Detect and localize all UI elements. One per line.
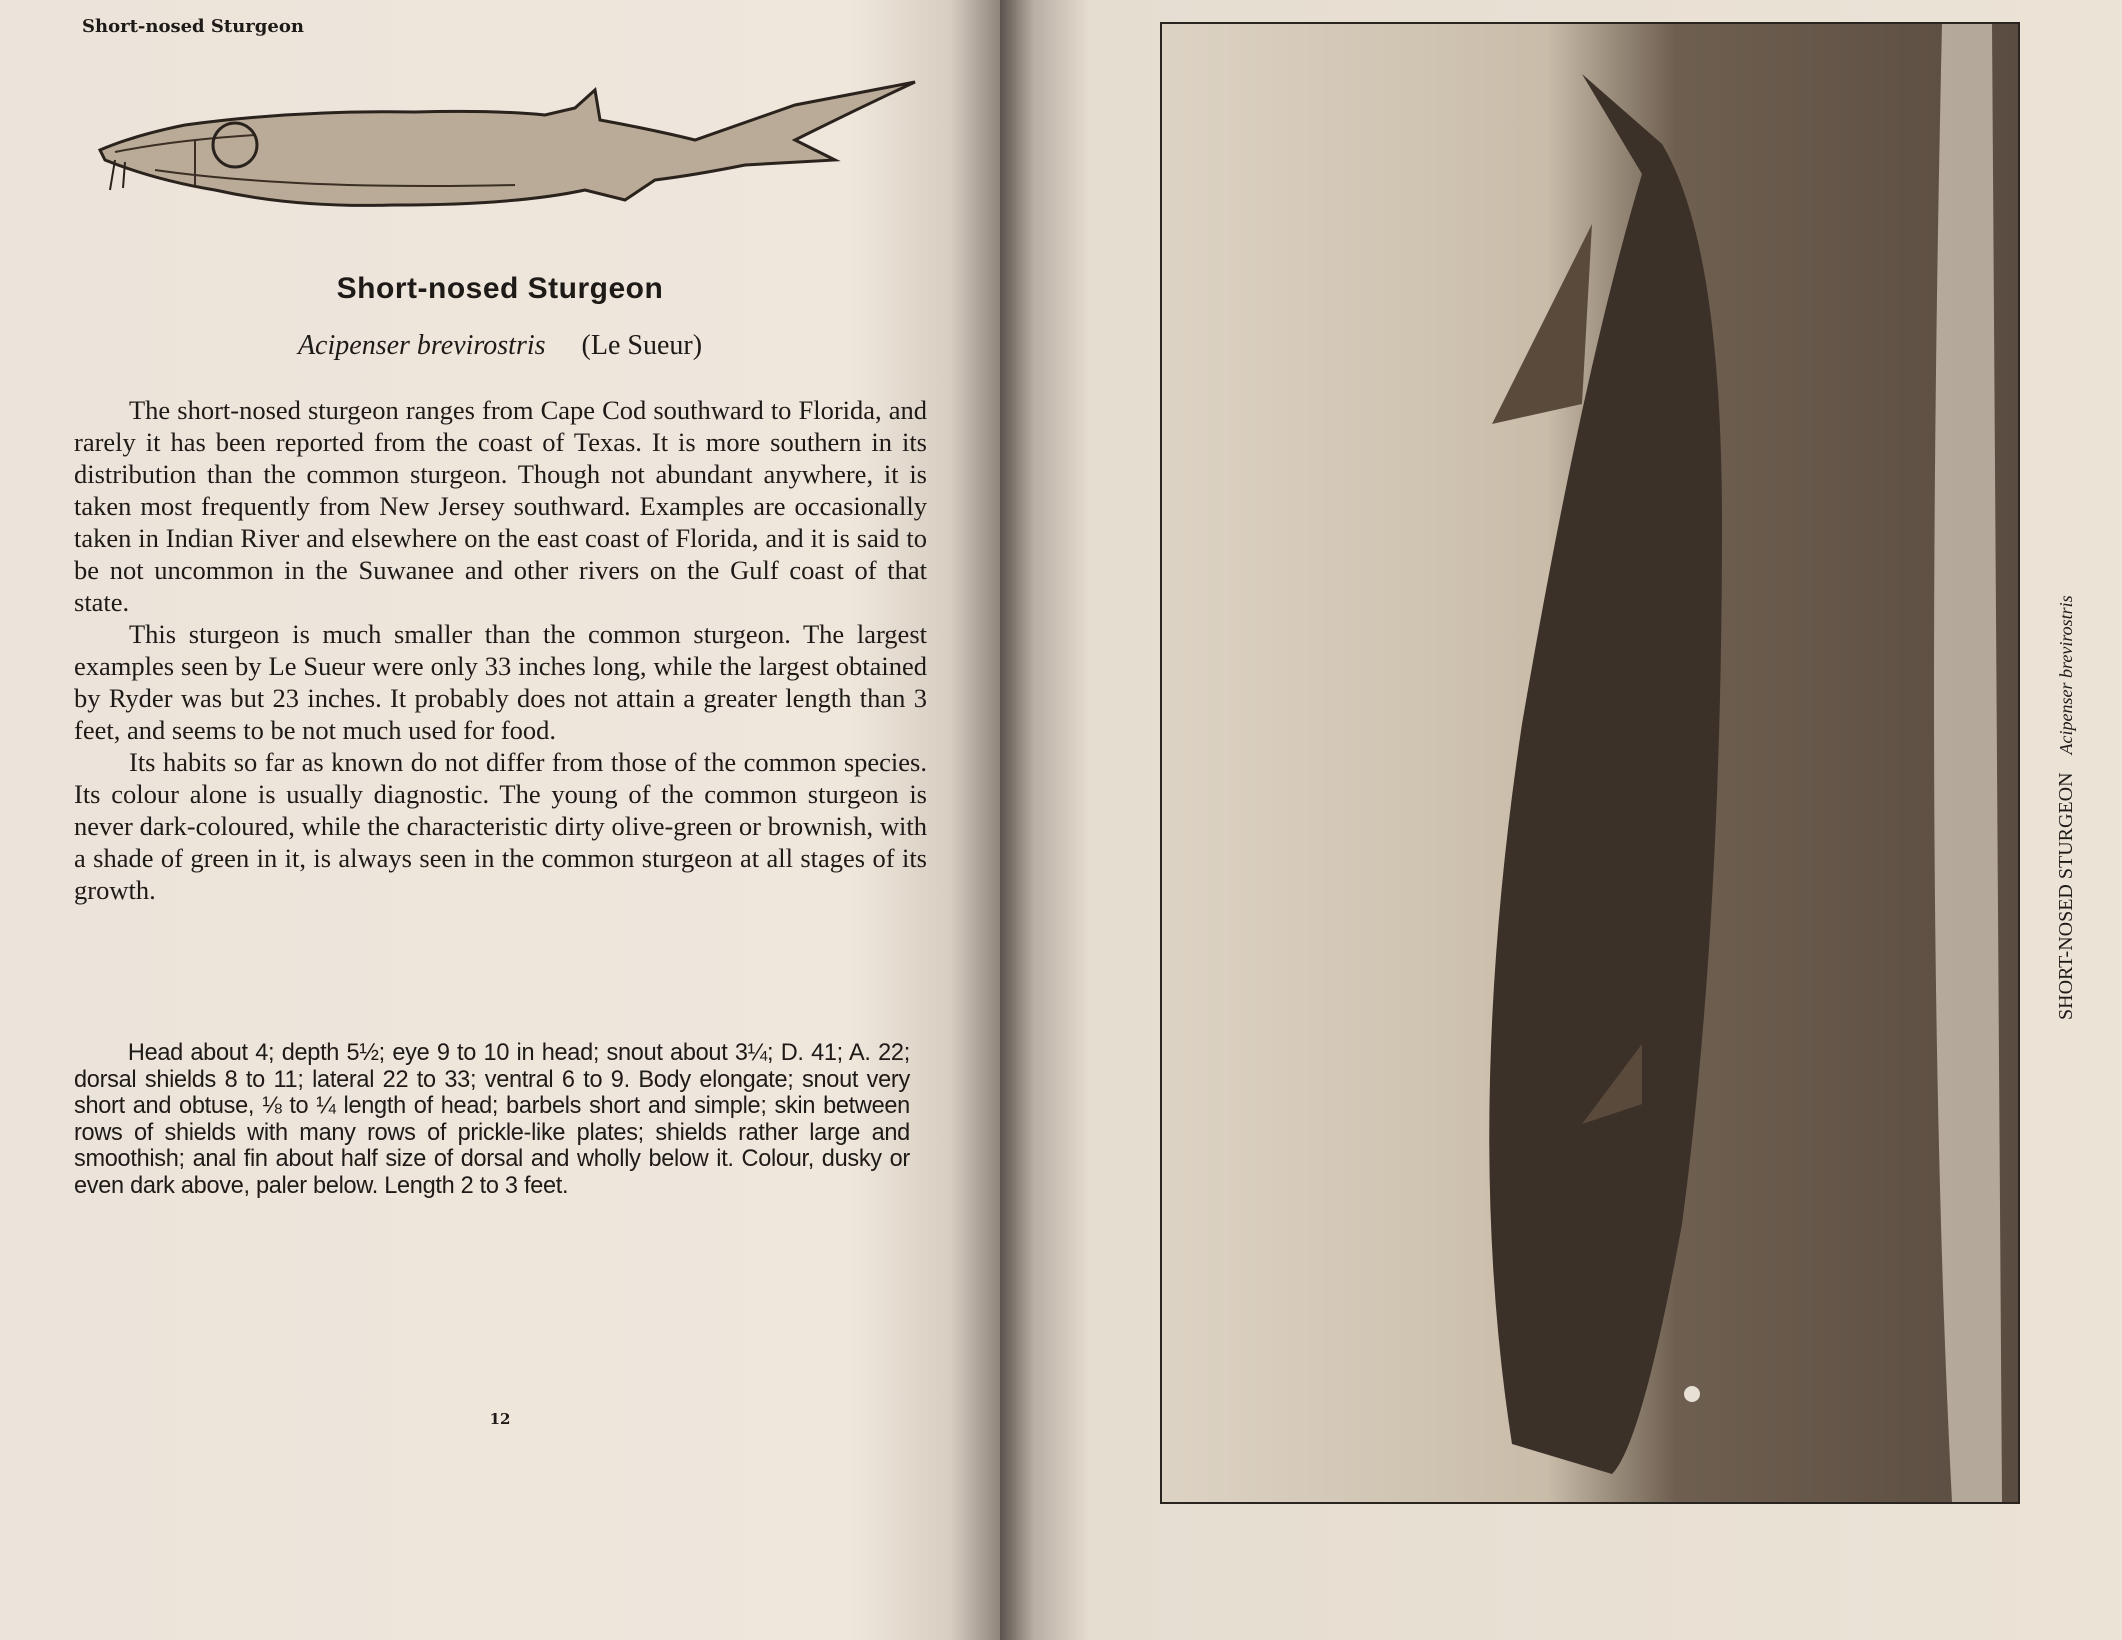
paragraph: The short-nosed sturgeon ranges from Cape Cod southward to Florida, and rarely it has been reported from the coast of Texas. It is more southern in its distribution than the common sturgeon. Though not abundant anywhere, it is taken most frequently from New Jersey southward. Examples are occasionally taken in Indian River and elsewhere on the east coast of Florida, and it is said to be not uncommon in the Suwanee and other rivers on the Gulf coast of that state.: [74, 395, 927, 617]
scientific-name: Acipenser brevirostris: [297, 330, 546, 361]
article-title: Short-nosed Sturgeon: [336, 272, 664, 305]
authority: (Le Sueur): [581, 330, 703, 361]
sturgeon-illustration: [95, 80, 925, 240]
page-number: 12: [489, 1410, 511, 1428]
running-head: Short-nosed Sturgeon: [82, 16, 304, 37]
scientific-name-line: [0, 330, 1000, 362]
species-description: [74, 1040, 910, 1199]
paragraph: This sturgeon is much smaller than the common sturgeon. The largest examples seen by Le Sueur were only 33 inches long, while the largest obtained by Ryder was but 23 inches. It probably does not attain a greater length than 3 feet, and seems to be not much used for food.: [74, 619, 927, 745]
plate-caption: [2055, 595, 2078, 1020]
sturgeon-photo-plate: [1160, 22, 2020, 1504]
plate-caption-title: SHORT-NOSED STURGEON: [2055, 772, 2077, 1020]
description-paragraph: Head about 4; depth 5½; eye 9 to 10 in head; snout about 3¼; D. 41; A. 22; dorsal shields 8 to 11; lateral 22 to 33; ventral 6 to 9. Body elongate; snout very short and obtuse, ⅛ to ¼ length of head; barbels short and simple; skin between rows of shields with many rows of prickle-like plates; shields rather large and smoothish; anal fin about half size of dorsal and wholly below it. Colour, dusky or even dark above, paler below. Length 2 to 3 feet.: [74, 1039, 910, 1199]
paragraph: Its habits so far as known do not differ from those of the common species. Its colour alone is usually diagnostic. The young of the common sturgeon is never dark-coloured, while the characteristic dirty olive-green or brownish, with a shade of green in it, is always seen in the common sturgeon at all stages of its growth.: [74, 747, 927, 905]
article-body: [74, 394, 927, 906]
plate-caption-scientific-name: Acipenser brevirostris: [2056, 595, 2076, 755]
left-page: [0, 0, 1000, 1640]
